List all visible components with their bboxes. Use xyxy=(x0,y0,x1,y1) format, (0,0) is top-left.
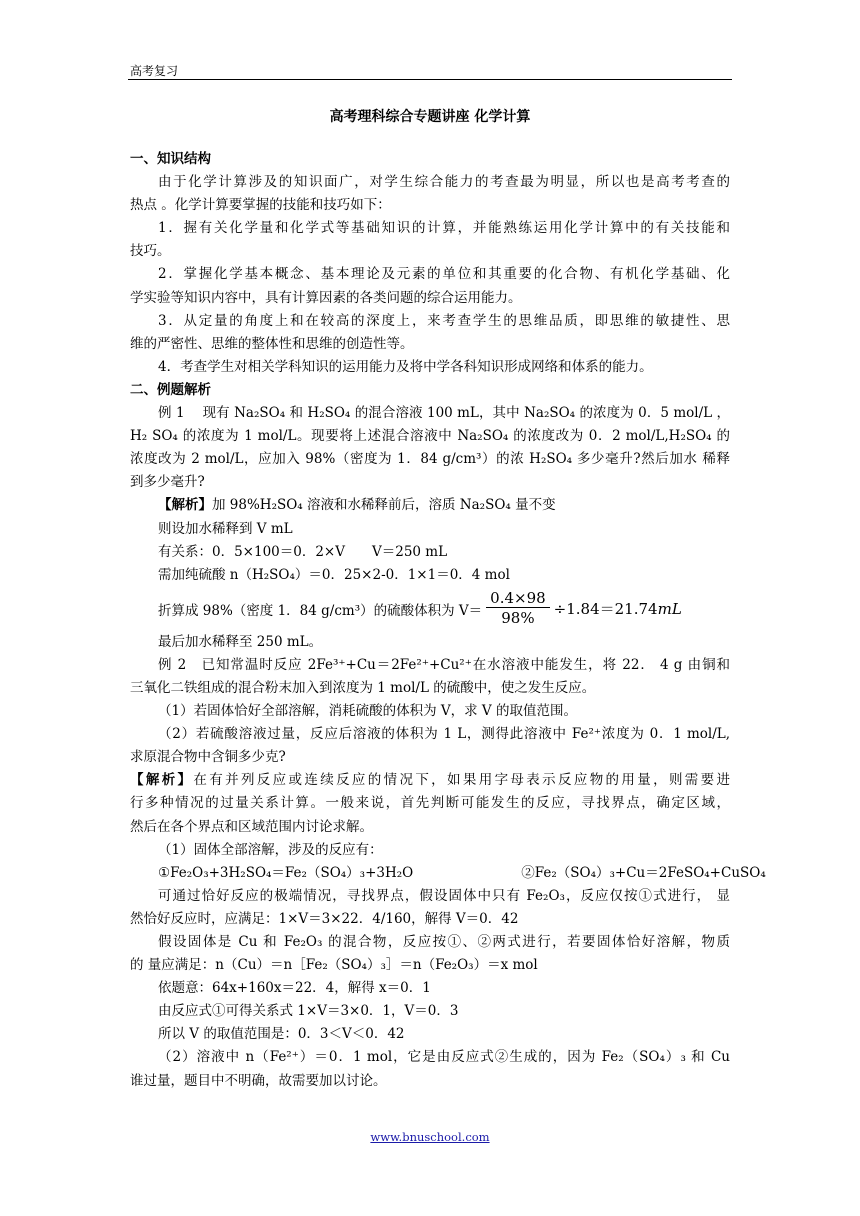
text-line: （2）若硫酸溶液过量，反应后溶液的体积为 1 L，测得此溶液中 Fe²⁺浓度为 0．1 mol/L, xyxy=(158,726,730,743)
text-line: （1）若固体恰好全部溶解，消耗硫酸的体积为 V，求 V 的取值范围。 xyxy=(158,703,577,720)
text-line: 由反应式①可得关系式 1×V＝3×0．1，V＝0．3 xyxy=(158,1003,459,1020)
analysis-label: 【解析】 xyxy=(130,772,194,789)
text-line: 需加纯硫酸 n（H₂SO₄）＝0．25×2-0．1×1＝0．4 mol xyxy=(158,566,510,583)
text-line: ①Fe₂O₃+3H₂SO₄＝Fe₂（SO₄）₃+3H₂O ②Fe₂（SO₄）₃+Cu＝2FeSO₄+CuSO₄ xyxy=(158,864,766,881)
text-line: 最后加水稀释至 250 mL。 xyxy=(158,633,323,650)
text-line: 【解析】在有并列反应或连续反应的情况下，如果用字母表示反应物的用量，则需要进 xyxy=(130,772,730,789)
text-line: （1）固体全部溶解，涉及的反应有： xyxy=(158,841,383,858)
text-line: H₂ SO₄ 的浓度为 1 mol/L。现要将上述混合溶液中 Na₂SO₄ 的浓度改为 0．2 mol/L,H₂SO₄ 的 xyxy=(130,428,730,445)
text-line: 假设固体是 Cu 和 Fe₂O₃ 的混合物，反应按①、②两式进行，若要固体恰好溶解，物质 xyxy=(158,934,730,950)
document-title: 高考理科综合专题讲座 化学计算 xyxy=(329,109,531,125)
formula-fraction xyxy=(486,589,550,628)
text-line: 例 1 现有 Na₂SO₄ 和 H₂SO₄ 的混合溶液 100 mL，其中 Na₂SO₄ 的浓度为 0．5 mol/L ， xyxy=(158,405,730,422)
text-line: 【解析】加 98%H₂SO₄ 溶液和水稀释前后，溶质 Na₂SO₄ 量不变 xyxy=(158,497,556,514)
text-line: 维的严密性、思维的整体性和思维的创造性等。 xyxy=(130,335,414,352)
text-line: 谁过量，题目中不明确，故需要加以讨论。 xyxy=(130,1072,387,1089)
fraction-numerator: 0.4×98 xyxy=(486,589,550,608)
text-line: （2）溶液中 n（Fe²⁺）＝0．1 mol，它是由反应式②生成的，因为 Fe₂（SO₄）₃ 和 Cu xyxy=(158,1049,730,1066)
formula-result: ÷1.84＝21.74 xyxy=(553,600,658,619)
text-line: 所以 V 的取值范围是：0．3＜V＜0．42 xyxy=(158,1026,405,1043)
text-line: 求原混合物中含铜多少克? xyxy=(130,749,286,766)
text-line: 3．从定量的角度上和在较高的深度上，来考查学生的思维品质，即思维的敏捷性、思 xyxy=(158,312,730,329)
fraction-denominator: 98% xyxy=(501,609,535,628)
text-line: 1．握有关化学量和化学式等基础知识的计算，并能熟练运用化学计算中的有关技能和 xyxy=(158,220,730,237)
formula-unit: mL xyxy=(657,599,682,618)
running-header: 高考复习 xyxy=(130,64,179,78)
text-line: 浓度改为 2 mol/L，应加入 98%（密度为 1．84 g/cm³）的浓 H₂SO₄ 多少毫升?然后加水 稀释 xyxy=(130,451,730,468)
footer-link[interactable]: www.bnuschool.com xyxy=(370,1130,490,1144)
text-line: 行多种情况的过量关系计算。一般来说，首先判断可能发生的反应，寻找界点，确定区域， xyxy=(130,795,730,812)
header-rule xyxy=(128,79,732,80)
text-line: 2．掌握化学基本概念、基本理论及元素的单位和其重要的化合物、有机化学基础、化 xyxy=(158,266,730,283)
body-text xyxy=(130,148,766,1093)
footer xyxy=(0,1130,860,1144)
text-line: 的 量应满足：n（Cu）＝n［Fe₂（SO₄）₃］＝n（Fe₂O₃）＝x mol xyxy=(130,957,538,974)
text-line: 例 2 已知常温时反应 2Fe³⁺+Cu＝2Fe²⁺+Cu²⁺在水溶液中能发生，将 22． 4 g 由铜和 xyxy=(158,656,730,673)
text-line: 到多少毫升? xyxy=(130,474,205,491)
text-line: 由于化学计算涉及的知识面广，对学生综合能力的考查最为明显，所以也是高考考查的 xyxy=(158,174,730,191)
volume-formula xyxy=(130,587,730,631)
text-line: 然恰好反应时，应满足：1×V＝3×22．4/160，解得 V＝0．42 xyxy=(130,910,519,927)
section-heading: 一、知识结构 xyxy=(130,151,211,167)
text-line: 有关系：0．5×100＝0．2×V V＝250 mL xyxy=(158,543,448,560)
section-heading: 二、例题解析 xyxy=(130,381,211,398)
analysis-label: 【解析】 xyxy=(158,497,212,514)
text-line: 依题意：64x+160x＝22．4，解得 x＝0．1 xyxy=(158,980,431,997)
text-line: 4．考查学生对相关学科知识的运用能力及将中学各科知识形成网络和体系的能力。 xyxy=(158,358,653,375)
text-line: 三氧化二铁组成的混合粉末加入到浓度为 1 mol/L 的硫酸中，使之发生反应。 xyxy=(130,679,596,696)
text-line: 然后在各个界点和区域范围内讨论求解。 xyxy=(130,818,373,835)
text-line: 学实验等知识内容中，具有计算因素的各类问题的综合运用能力。 xyxy=(130,289,522,306)
text-line: 技巧。 xyxy=(130,243,171,260)
text-line: 热点 。化学计算要掌握的技能和技巧如下： xyxy=(130,197,391,214)
text-line: 可通过恰好反应的极端情况，寻找界点，假设固体中只有 Fe₂O₃，反应仅按①式进行， 显 xyxy=(158,887,730,904)
formula-lead: 折算成 98%（密度 1．84 g/cm³）的硫酸体积为 V＝ xyxy=(158,602,483,619)
text-line: 则设加水稀释到 V mL xyxy=(158,520,293,537)
